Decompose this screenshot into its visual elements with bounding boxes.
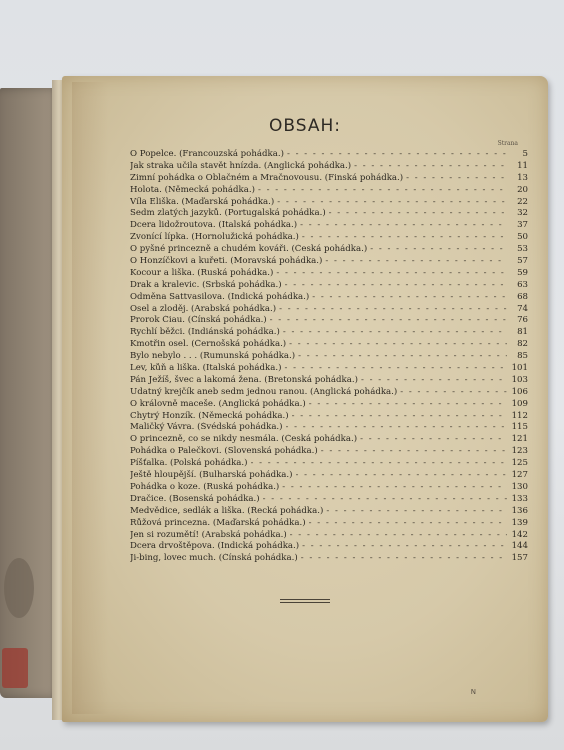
toc-entry-page: 50 bbox=[517, 232, 528, 243]
toc-entry-title: Zimní pohádka o Oblačném a Mračnovousu. (Finská pohádka.) bbox=[130, 172, 404, 183]
dot-leader bbox=[282, 482, 507, 494]
book-page bbox=[62, 76, 548, 722]
dot-leader bbox=[370, 244, 507, 256]
toc-entry-page: 85 bbox=[517, 351, 528, 362]
toc-entry-page: 142 bbox=[511, 529, 528, 540]
page-heading: OBSAH: bbox=[269, 116, 341, 136]
toc-entry-title: Píšťalka. (Polská pohádka.) bbox=[130, 458, 248, 469]
toc-entry bbox=[130, 553, 528, 565]
toc-entry bbox=[130, 470, 528, 482]
toc-entry-title: O Honzíčkovi a kuřeti. (Moravská pohádka.) bbox=[130, 256, 323, 267]
toc-entry-title: O Popelce. (Francouzská pohádka.) bbox=[130, 149, 284, 159]
toc-entry-page: 125 bbox=[511, 458, 528, 469]
dot-leader bbox=[286, 422, 507, 434]
toc-entry-page: 123 bbox=[511, 446, 528, 457]
cover-damage bbox=[4, 558, 34, 618]
toc-entry-title: Růžová princezna. (Maďarská pohádka.) bbox=[130, 517, 306, 528]
toc-entry bbox=[130, 506, 528, 518]
dot-leader bbox=[290, 530, 507, 542]
dot-leader bbox=[361, 375, 507, 387]
toc-entry bbox=[130, 256, 528, 268]
toc-entry bbox=[130, 541, 528, 553]
toc-entry-page: 130 bbox=[511, 481, 528, 492]
toc-entry-page: 109 bbox=[511, 398, 528, 409]
dot-leader bbox=[251, 458, 508, 470]
toc-entry-title: Pohádka o Palečkovi. (Slovenská pohádka.) bbox=[130, 446, 318, 457]
toc-entry bbox=[130, 173, 528, 185]
dot-leader bbox=[301, 553, 507, 565]
toc-entry-title: Sedm zlatých jazyků. (Portugalská pohádka.) bbox=[130, 208, 326, 219]
toc-entry bbox=[130, 339, 528, 351]
toc-entry-page: 103 bbox=[511, 374, 528, 385]
dot-leader bbox=[276, 268, 507, 280]
dot-leader bbox=[279, 304, 507, 316]
dot-leader bbox=[300, 220, 507, 232]
toc-entry-page: 121 bbox=[511, 434, 528, 445]
toc-entry-page: 59 bbox=[517, 267, 528, 278]
toc-entry-title: O princezně, co se nikdy nesmála. (Česká pohádka.) bbox=[130, 434, 358, 445]
toc-entry-page: 82 bbox=[517, 339, 528, 350]
dot-leader bbox=[287, 149, 507, 161]
toc-entry-title: Ještě hloupější. (Bulharská pohádka.) bbox=[130, 470, 293, 481]
toc-entry-title: Maličký Vávra. (Švédská pohádka.) bbox=[130, 422, 283, 433]
toc-entry-page: 112 bbox=[511, 410, 528, 421]
toc-entry-page: 68 bbox=[517, 291, 528, 302]
toc-entry-page: 63 bbox=[517, 279, 528, 290]
toc-entry bbox=[130, 197, 528, 209]
toc-entry bbox=[130, 422, 528, 434]
dot-leader bbox=[329, 208, 507, 220]
toc-entry-page: 144 bbox=[511, 541, 528, 552]
toc-entry-title: Rychlí běžci. (Indiánská pohádka.) bbox=[130, 327, 280, 338]
dot-leader bbox=[296, 470, 507, 482]
toc-entry-title: Jen si rozumětí! (Arabská pohádka.) bbox=[130, 529, 287, 540]
toc-entry-page: 106 bbox=[511, 386, 528, 397]
toc-entry-title: Pán Ježíš, švec a lakomá žena. (Bretonská pohádka.) bbox=[130, 374, 358, 385]
toc-entry-title: Dcera drvoštěpova. (Indická pohádka.) bbox=[130, 541, 300, 552]
toc-entry bbox=[130, 482, 528, 494]
toc-entry bbox=[130, 518, 528, 530]
toc-entry-page: 53 bbox=[517, 244, 528, 255]
toc-entry-title: Pohádka o koze. (Ruská pohádka.) bbox=[130, 481, 280, 492]
toc-entry-title: Drak a kralevic. (Srbská pohádka.) bbox=[130, 279, 282, 290]
toc-entry-title: Víla Eliška. (Maďarská pohádka.) bbox=[130, 196, 275, 207]
toc-entry-page: 81 bbox=[517, 327, 528, 338]
toc-entry bbox=[130, 494, 528, 506]
toc-entry bbox=[130, 220, 528, 232]
dot-leader bbox=[298, 351, 507, 363]
toc-entry-title: Kmotřin osel. (Černošská pohádka.) bbox=[130, 339, 287, 350]
toc-entry bbox=[130, 458, 528, 470]
toc-entry bbox=[130, 185, 528, 197]
toc-entry-title: Lev, kůň a liška. (Italská pohádka.) bbox=[130, 363, 282, 374]
dot-leader bbox=[309, 399, 507, 411]
toc-entry bbox=[130, 399, 528, 411]
toc-entry bbox=[130, 363, 528, 375]
toc-entry-page: 136 bbox=[511, 505, 528, 516]
dot-leader bbox=[283, 327, 507, 339]
toc-entry bbox=[130, 434, 528, 446]
toc-entry-page: 133 bbox=[511, 493, 528, 504]
dot-leader bbox=[285, 280, 507, 292]
toc-entry-title: Chytrý Honzík. (Německá pohádka.) bbox=[130, 410, 289, 421]
toc-entry-title: Odměna Sattvasilova. (Indická pohádka.) bbox=[130, 291, 310, 302]
toc-entry-page: 74 bbox=[517, 303, 528, 314]
table-of-contents bbox=[130, 149, 528, 565]
dot-leader bbox=[400, 387, 507, 399]
dot-leader bbox=[312, 292, 507, 304]
toc-entry-page: 11 bbox=[517, 160, 528, 171]
toc-entry bbox=[130, 351, 528, 363]
dot-leader bbox=[325, 256, 507, 268]
toc-entry bbox=[130, 208, 528, 220]
dot-leader bbox=[309, 518, 507, 530]
toc-entry-page: 32 bbox=[517, 208, 528, 219]
dot-leader bbox=[263, 494, 507, 506]
toc-entry bbox=[130, 411, 528, 423]
toc-entry-title: Kocour a liška. (Ruská pohádka.) bbox=[130, 267, 274, 278]
toc-entry-page: 22 bbox=[517, 196, 528, 207]
dot-leader bbox=[354, 161, 507, 173]
dot-leader bbox=[284, 363, 507, 375]
toc-entry-page: 76 bbox=[517, 315, 528, 326]
toc-entry-page: 57 bbox=[517, 256, 528, 267]
toc-entry-title: Dračice. (Bosenská pohádka.) bbox=[130, 493, 260, 504]
toc-entry-page: 13 bbox=[517, 172, 528, 183]
toc-entry-page: 37 bbox=[517, 220, 528, 231]
toc-entry-page: 115 bbox=[511, 422, 528, 433]
toc-entry-title: Bylo nebylo . . . (Rumunská pohádka.) bbox=[130, 351, 296, 362]
dot-leader bbox=[258, 185, 507, 197]
toc-entry-title: Prorok Čiau. (Čínská pohádka.) bbox=[130, 315, 267, 326]
dot-leader bbox=[360, 434, 507, 446]
toc-entry bbox=[130, 375, 528, 387]
toc-entry-title: Osel a zloděj. (Arabská pohádka.) bbox=[130, 303, 277, 314]
dot-leader bbox=[326, 506, 507, 518]
toc-entry-title: O královně maceše. (Anglická pohádka.) bbox=[130, 398, 306, 409]
toc-entry-title: Udatný krejčík aneb sedm jednou ranou. (Anglická pohádka.) bbox=[130, 386, 398, 397]
signature-mark: N bbox=[470, 688, 476, 696]
dot-leader bbox=[302, 541, 507, 553]
toc-entry-title: Dcera lidožroutova. (Italská pohádka.) bbox=[130, 220, 298, 231]
toc-entry-title: Jak straka učila stavět hnízda. (Anglická pohádka.) bbox=[130, 160, 352, 171]
toc-entry bbox=[130, 315, 528, 327]
toc-entry-page: 157 bbox=[511, 553, 528, 564]
toc-entry-page: 101 bbox=[511, 363, 528, 374]
toc-entry bbox=[130, 446, 528, 458]
toc-entry bbox=[130, 327, 528, 339]
toc-entry-title: O pyšné princezně a chudém kováři. (Česká pohádka.) bbox=[130, 244, 368, 255]
toc-entry bbox=[130, 268, 528, 280]
toc-entry bbox=[130, 304, 528, 316]
toc-entry bbox=[130, 161, 528, 173]
toc-entry-page: 5 bbox=[522, 149, 528, 159]
dot-leader bbox=[302, 232, 507, 244]
page-column-header: Strana bbox=[497, 140, 518, 147]
dot-leader bbox=[270, 315, 507, 327]
dot-leader bbox=[406, 173, 507, 185]
closing-rule bbox=[280, 599, 330, 603]
toc-entry-page: 139 bbox=[511, 517, 528, 528]
toc-entry-title: Zvonící lípka. (Hornolužická pohádka.) bbox=[130, 232, 299, 243]
toc-entry-page: 20 bbox=[517, 184, 528, 195]
toc-entry-title: Medvědice, sedlák a liška. (Řecká pohádka.) bbox=[130, 505, 324, 516]
toc-entry bbox=[130, 149, 528, 161]
toc-entry bbox=[130, 530, 528, 542]
toc-entry bbox=[130, 232, 528, 244]
toc-entry bbox=[130, 244, 528, 256]
toc-entry-title: Ji-bing, lovec much. (Čínská pohádka.) bbox=[130, 553, 298, 564]
dot-leader bbox=[321, 446, 507, 458]
toc-entry-page: 127 bbox=[511, 470, 528, 481]
dot-leader bbox=[292, 411, 507, 423]
toc-entry bbox=[130, 387, 528, 399]
toc-entry bbox=[130, 292, 528, 304]
dot-leader bbox=[277, 197, 507, 209]
dot-leader bbox=[289, 339, 507, 351]
toc-entry-title: Holota. (Německá pohádka.) bbox=[130, 184, 255, 195]
toc-entry bbox=[130, 280, 528, 292]
